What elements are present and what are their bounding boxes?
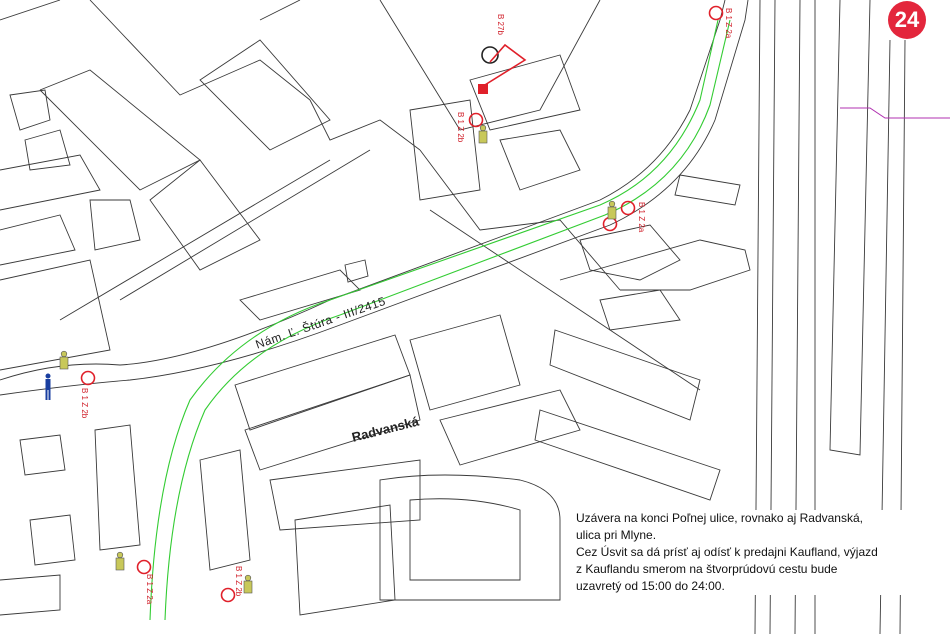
- workers: [60, 125, 616, 593]
- sign-icon: [82, 372, 95, 385]
- sign-label: B 27b: [496, 14, 505, 35]
- sign-icon: [470, 114, 483, 127]
- sign-label: B 1 Z 2a: [145, 574, 154, 605]
- sign-label: B 1 Z 2a: [637, 202, 646, 233]
- sign-icon: [604, 218, 617, 231]
- note-line: Uzávera na konci Poľnej ulice, rovnako aj Radvanská,: [576, 511, 863, 525]
- barrier-icon: [478, 84, 488, 94]
- street-label-radvanska: Radvanská: [350, 413, 421, 445]
- sign-label: B 1 Z 2a: [724, 8, 733, 39]
- sign-label: B 1 Z 2b: [234, 566, 243, 597]
- street-label-main: Nám. Ľ. Štúra - III/2415: [253, 293, 388, 352]
- sign-icon: [710, 7, 723, 20]
- sign-icon: [138, 561, 151, 574]
- note-line: Cez Úsvit sa dá prísť aj odísť k predajni Kaufland, výjazd: [576, 545, 878, 559]
- news-logo[interactable]: 24: [888, 1, 926, 39]
- note-line: z Kauflandu smerom na štvorprúdovú cestu bude: [576, 562, 838, 576]
- boundary-line: [840, 108, 950, 118]
- sign-label: B 1 Z 2b: [80, 388, 89, 419]
- sign-label: B 1 Z 2b: [456, 112, 465, 143]
- closure-note: [576, 510, 916, 595]
- note-line: uzavretý od 15:00 do 24:00.: [576, 579, 725, 593]
- sign-icon: [222, 589, 235, 602]
- note-line: ulica pri Mlyne.: [576, 528, 657, 542]
- pedestrian-icon: [46, 374, 51, 401]
